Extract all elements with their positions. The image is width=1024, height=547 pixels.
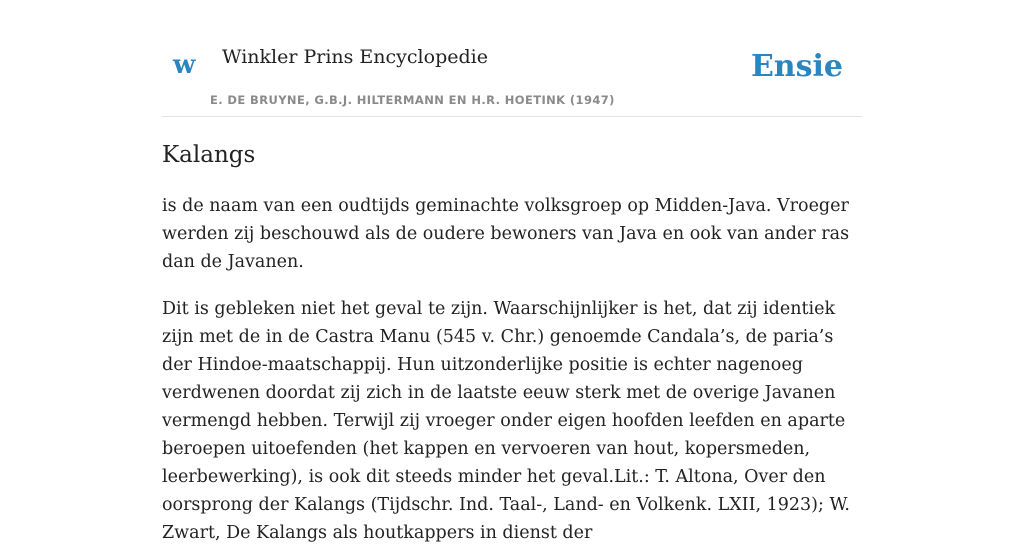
- article-paragraph-2: Dit is gebleken niet het geval te zijn. Waarschijnlijker is het, dat zij identiek zijn met de in de Castra Manu (545 v. Chr.) genoemde Candala’s, de paria’s der Hindoe-maatschappij. Hun uitzonderlijke positie is echter nagenoeg verdwenen doordat zij zich in de laatste eeuw sterk met de overige Javanen vermengd hebben. Terwijl zij vroeger onder eigen hoofden leefden en aparte beroepen uitoefenden (het kappen en vervoeren van hout, kopersmeden, leerbewerking), is ook dit steeds minder het geval.Lit.: T. Altona, Over den oorsprong der Kalangs (Tijdschr. Ind. Taal-, Land- en Volkenk. LXII, 1923); W. Zwart, De Kalangs als houtkappers in dienst der: [162, 299, 850, 543]
- article-paragraph-1: is de naam van een oudtijds geminachte volksgroep op Midden-Java. Vroeger werden zij beschouwd als de oudere bewoners van Java en ook van ander ras dan de Javanen.: [162, 196, 850, 272]
- encyclopedia-title[interactable]: Winkler Prins Encyclopedie: [222, 46, 488, 68]
- winkler-prins-logo-icon[interactable]: w: [173, 50, 196, 80]
- site-header: [162, 0, 862, 117]
- article-title: Kalangs: [162, 142, 256, 168]
- article-content: [162, 140, 862, 547]
- authors-line: E. DE BRUYNE, G.B.J. HILTERMANN EN H.R. HOETINK (1947): [210, 93, 615, 107]
- ensie-brand-logo[interactable]: Ensie: [750, 49, 843, 84]
